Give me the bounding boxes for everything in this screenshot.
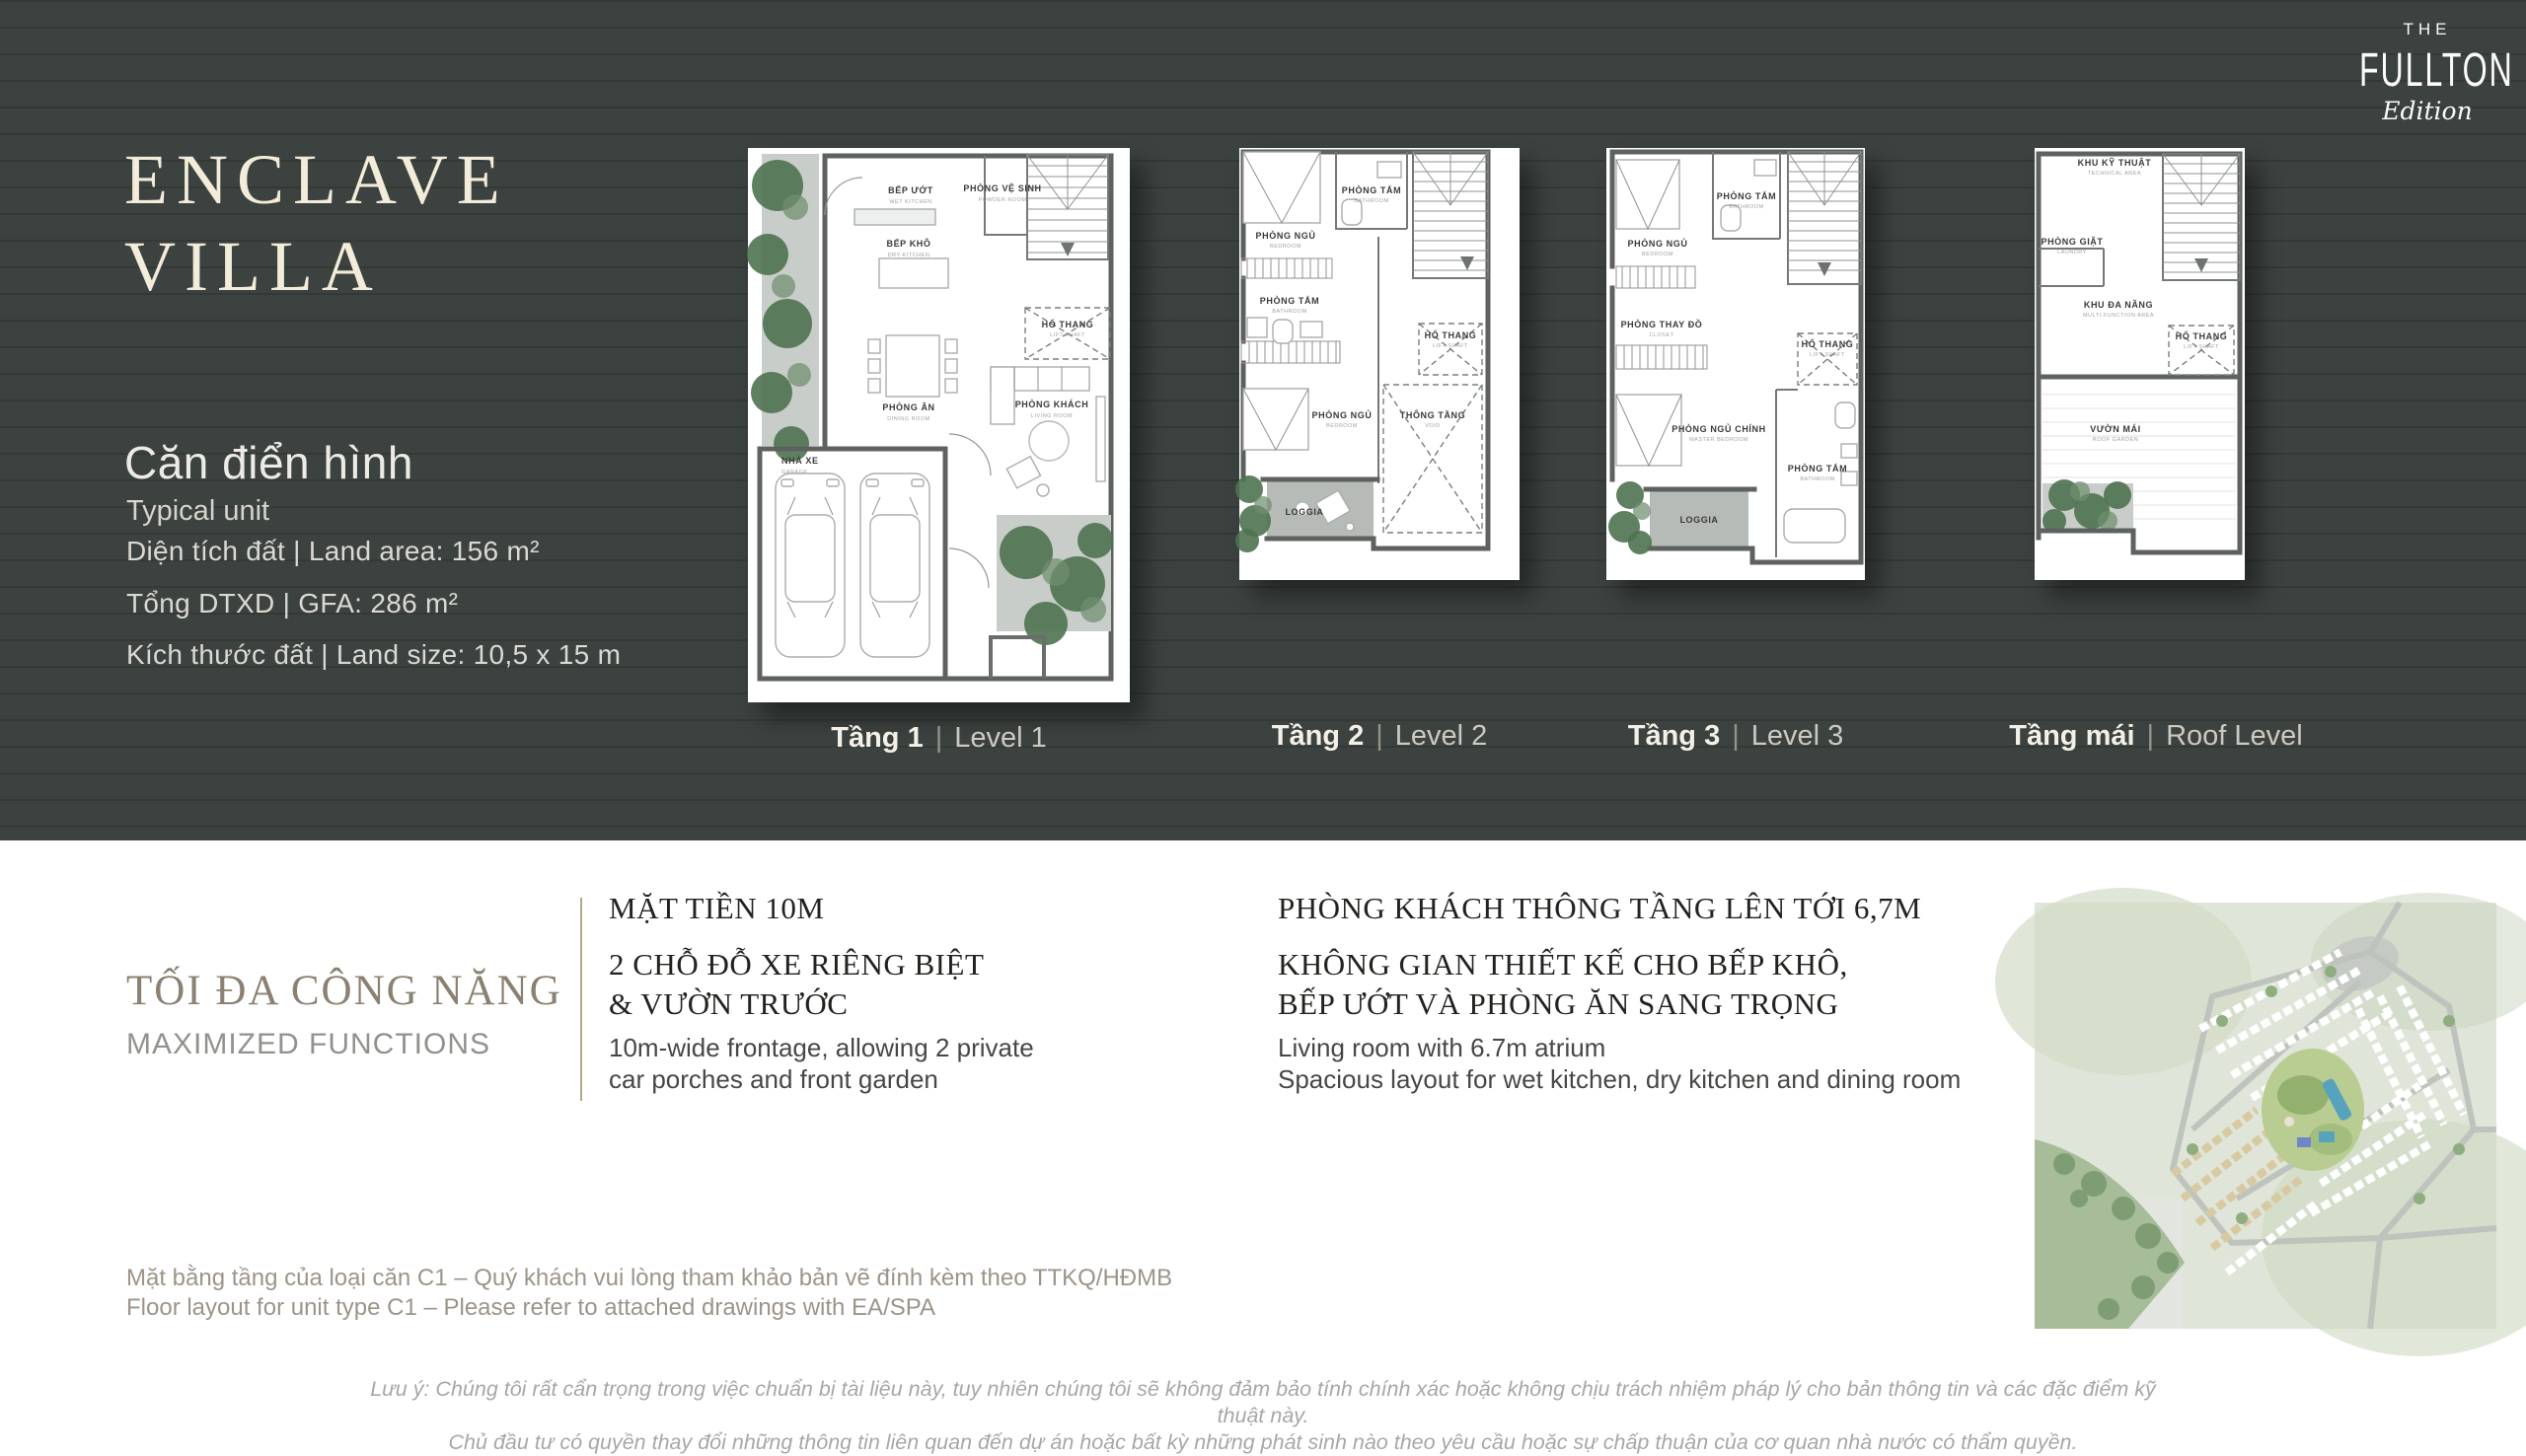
floor-plan-roof	[2035, 148, 2245, 580]
room-label: PHÒNG ĂN	[882, 402, 935, 412]
room-label: HỐ THANG	[2175, 331, 2228, 341]
disclaimer	[345, 1376, 2181, 1456]
room-label: HỐ THANG	[1424, 330, 1477, 340]
caption-en: Level 1	[954, 722, 1047, 754]
floor-plan-caption-level-1	[748, 722, 1130, 755]
tv-cabinet-icon	[1096, 397, 1105, 481]
caption-vi: Tầng 1	[831, 722, 924, 754]
title-line-1: ENCLAVE	[124, 140, 509, 219]
room-label: LOGGIA	[1285, 507, 1324, 517]
room-sublabel: BATHROOM	[1729, 204, 1764, 210]
feature-2-body-line-1: Living room with 6.7m atrium	[1278, 1033, 1606, 1062]
floor-plan-level-2	[1239, 148, 1520, 580]
floor-plan-caption-level-3	[1606, 720, 1865, 753]
spec-land-size: Kích thước đất | Land size: 10,5 x 15 m	[126, 639, 622, 670]
room-label: KHU KỸ THUẬT	[2077, 158, 2152, 168]
room-label: PHÒNG TẮM	[1341, 185, 1402, 195]
room-sublabel: BEDROOM	[1270, 244, 1301, 250]
room-label: THÔNG TẦNG	[1399, 410, 1466, 420]
caption-divider: |	[2146, 720, 2155, 752]
central-park	[2262, 1049, 2364, 1171]
room-sublabel: BEDROOM	[1642, 252, 1673, 257]
brand-logo	[2353, 20, 2514, 125]
disclaimer-line-2: Chủ đầu tư có quyền thay đổi những thông tin liên quan đến dự án hoặc bất kỳ những phát sinh nào theo yêu cầu hoặc sự chấp thuận của cơ quan nhà nước có thẩm quyền.	[448, 1430, 2078, 1454]
note-line-en: Floor layout for unit type C1 – Please refer to attached drawings with EA/SPA	[126, 1294, 935, 1321]
room-sublabel: VOID	[1425, 423, 1441, 429]
feature-2-heading-1: PHÒNG KHÁCH THÔNG TẦNG LÊN TỚI 6,7M	[1278, 891, 1922, 925]
room-label: PHÒNG TẮM	[1716, 191, 1777, 201]
room-label: PHÒNG NGỦ	[1255, 231, 1316, 241]
floor-plan-level-1	[748, 148, 1130, 702]
room-label: PHÒNG THAY ĐỒ	[1620, 320, 1703, 329]
feature-2-heading-2-line-1: KHÔNG GIAN THIẾT KẾ CHO BẾP KHÔ,	[1278, 947, 1848, 982]
caption-en: Level 3	[1750, 720, 1844, 752]
feature-1-heading-2-line-1: 2 CHỖ ĐỖ XE RIÊNG BIỆT	[609, 947, 985, 982]
room-sublabel: BATHROOM	[1800, 476, 1835, 482]
room-sublabel: DINING ROOM	[887, 416, 930, 422]
room-label: HỐ THANG	[1041, 320, 1094, 329]
site-master-plan-map	[2035, 903, 2496, 1329]
title-line-2: VILLA	[124, 227, 382, 306]
bed-icon	[1616, 160, 1679, 229]
room-label: BẾP ƯỚT	[888, 185, 933, 195]
note-line-vi: Mặt bằng tầng của loại căn C1 – Quý khách vui lòng tham khảo bản vẽ đính kèm theo TTKQ/HĐMB	[126, 1265, 1173, 1291]
feature-2-heading-2	[1278, 945, 1848, 1024]
floor-plan-level-3-drawing	[1606, 148, 1865, 580]
caption-divider: |	[934, 722, 943, 754]
floor-plan-level-3	[1606, 148, 1865, 580]
caption-en: Level 2	[1394, 720, 1488, 752]
bed-icon	[1243, 389, 1308, 450]
kitchen-island	[879, 258, 948, 288]
brand-the: THE	[2403, 20, 2452, 38]
feature-1-body-line-2: car porches and front garden	[609, 1064, 938, 1094]
room-sublabel: LIFT SHAFT	[2184, 344, 2219, 350]
room-label: HỐ THANG	[1801, 339, 1854, 349]
spec-land-area: Diện tích đất | Land area: 156 m²	[126, 536, 540, 566]
feature-2-heading-2-line-2: BẾP ƯỚT VÀ PHÒNG ĂN SANG TRỌNG	[1278, 986, 1839, 1021]
unit-title-vi: Căn điển hình	[124, 437, 413, 488]
floor-plan-roof-drawing	[2035, 148, 2245, 580]
caption-divider: |	[1732, 720, 1740, 752]
room-label: LOGGIA	[1679, 515, 1719, 525]
room-sublabel: LIFT SHAFT	[1050, 332, 1085, 338]
feature-1-body-line-1: 10m-wide frontage, allowing 2 private	[609, 1033, 1034, 1062]
room-label: PHÒNG VỆ SINH	[963, 183, 1042, 193]
floor-plan-caption-roof	[2008, 720, 2304, 753]
section-title-en: MAXIMIZED FUNCTIONS	[126, 1028, 490, 1060]
room-sublabel: TECHNICAL AREA	[2087, 171, 2142, 177]
side-table-icon	[1037, 484, 1049, 496]
floor-plan-level-2-drawing	[1239, 148, 1520, 580]
room-label: PHÒNG TẮM	[1259, 296, 1320, 306]
room-sublabel: BEDROOM	[1326, 423, 1358, 429]
caption-en: Roof Level	[2166, 720, 2303, 752]
site-map-drawing	[2035, 903, 2496, 1329]
room-sublabel: DRY KITCHEN	[887, 253, 930, 258]
car-icon	[776, 473, 845, 657]
unit-title-en: Typical unit	[126, 495, 270, 527]
room-label: PHÒNG NGỦ	[1311, 410, 1373, 420]
room-label: VƯỜN MÁI	[2090, 424, 2141, 434]
kitchen-counter	[854, 209, 935, 225]
car-icon	[860, 473, 929, 657]
section-title-vi: TỐI ĐA CÔNG NĂNG	[126, 968, 562, 1014]
room-sublabel: CLOSET	[1649, 332, 1674, 338]
room-sublabel: POWDER ROOM	[978, 197, 1027, 203]
room-label: BẾP KHÔ	[886, 239, 931, 249]
room-label: PHÒNG GIẶT	[2041, 237, 2104, 247]
feature-1-body	[609, 1032, 1034, 1095]
floor-plan-caption-level-2	[1239, 720, 1520, 753]
sport-court	[2297, 1137, 2311, 1147]
room-sublabel: ROOF GARDEN	[2092, 437, 2139, 443]
room-sublabel: LIFT SHAFT	[1810, 352, 1845, 358]
floor-plan-level-1-drawing	[748, 148, 1130, 702]
room-sublabel: BATHROOM	[1354, 198, 1389, 204]
room-sublabel: LIVING ROOM	[1030, 413, 1074, 419]
room-label: PHÒNG KHÁCH	[1014, 400, 1089, 409]
room-sublabel: GARAGE	[781, 470, 808, 475]
feature-1-heading-1: MẶT TIỀN 10M	[609, 891, 825, 925]
room-sublabel: MASTER BEDROOM	[1689, 437, 1748, 443]
room-label: PHÒNG NGỦ CHÍNH	[1672, 424, 1766, 434]
feature-1-heading-2	[609, 945, 984, 1024]
caption-vi: Tầng mái	[2009, 720, 2135, 752]
feature-1-heading-2-line-2: & VƯỜN TRƯỚC	[609, 986, 849, 1021]
room-sublabel: BATHROOM	[1272, 309, 1307, 315]
feature-2-body-line-2: Spacious layout for wet kitchen, dry kitchen and dining room	[1278, 1064, 1962, 1094]
room-sublabel: LIFT SHAFT	[1433, 343, 1468, 349]
room-label: PHÒNG NGỦ	[1627, 239, 1688, 249]
caption-vi: Tầng 2	[1271, 720, 1365, 752]
feature-2-body	[1278, 1032, 1961, 1095]
vertical-divider	[580, 898, 582, 1101]
caption-divider: |	[1375, 720, 1383, 752]
room-sublabel: MULTI-FUNCTION AREA	[2082, 313, 2155, 319]
caption-vi: Tầng 3	[1627, 720, 1721, 752]
bed-icon	[1243, 152, 1320, 223]
disclaimer-line-1: Lưu ý: Chúng tôi rất cẩn trọng trong việc chuẩn bị tài liệu này, tuy nhiên chúng tôi sẽ không đảm bảo tính chính xác hoặc không chịu trách nhiệm pháp lý cho bản thông tin và các đặc điểm kỹ thuật này.	[370, 1377, 2156, 1427]
spec-gfa: Tổng DTXD | GFA: 286 m²	[126, 588, 459, 619]
room-label: KHU ĐA NĂNG	[2083, 300, 2154, 310]
room-label: NHÀ XE	[781, 456, 819, 466]
page-title	[124, 136, 509, 310]
brand-edition: Edition	[2382, 97, 2473, 125]
brand-name: FULLTON	[2359, 43, 2514, 97]
room-sublabel: WET KITCHEN	[889, 199, 932, 205]
room-sublabel: LAUNDRY	[2057, 250, 2087, 255]
room-label: PHÒNG TẮM	[1787, 464, 1848, 473]
